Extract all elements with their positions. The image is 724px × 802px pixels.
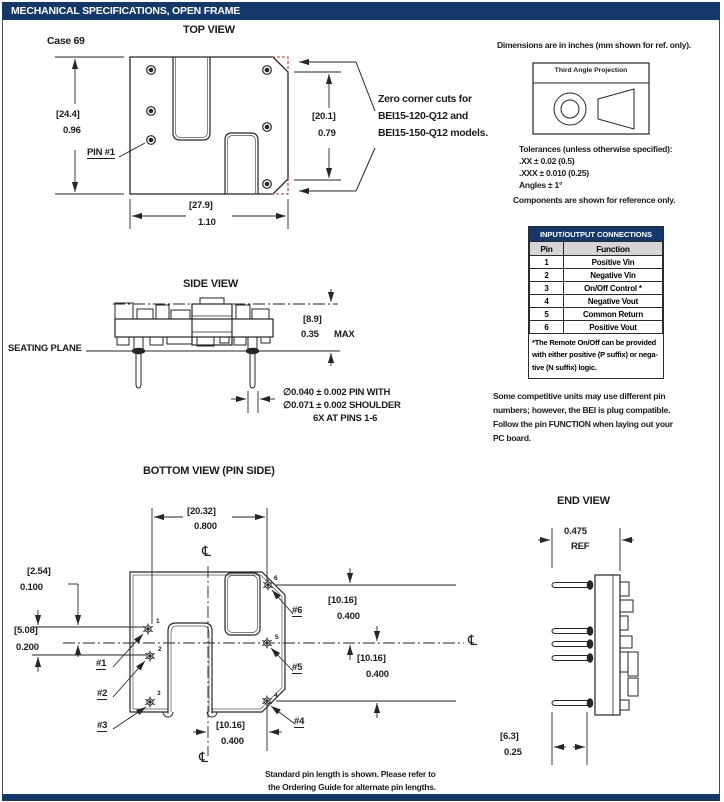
- dim-27-9-mm: [27.9]: [189, 200, 213, 211]
- dim-10-16-right1-mm: [10.16]: [328, 595, 357, 606]
- pin-marker-number-2: 2: [158, 646, 162, 653]
- pin-marker-number-1: 1: [156, 618, 160, 625]
- table-row: [530, 295, 663, 308]
- bottom-view-drawing: [32, 508, 464, 756]
- pin-leader-label-5: #5: [292, 662, 303, 673]
- footnote-line: with either positive (P suffix) or nega-: [532, 350, 658, 360]
- pin-marker-number-6: 6: [274, 575, 278, 582]
- table-row: [530, 308, 663, 321]
- corner-cut-callout-lines: [299, 62, 375, 191]
- tolerances-line2: .XX ± 0.02 (0.5): [519, 156, 575, 166]
- corner-note-line1: Zero corner cuts for: [378, 93, 472, 105]
- dim-1-10-in: 1.10: [198, 217, 216, 228]
- io-connections-table: [528, 226, 664, 379]
- io-header-function: Function: [564, 242, 663, 256]
- bottom-view-dimension-lines: [32, 508, 456, 751]
- pin-function-cell: Positive Vout: [564, 321, 663, 334]
- corner-note-line2: BEI15-120-Q12 and: [378, 110, 469, 122]
- bottom-view-title: BOTTOM VIEW (PIN SIDE): [143, 465, 275, 477]
- dim-0-800-in: 0.800: [194, 521, 217, 532]
- pin-leader-label-1: #1: [96, 658, 107, 669]
- pin-marker-number-4: 4: [274, 692, 278, 699]
- section-banner-title: MECHANICAL SPECIFICATIONS, OPEN FRAME: [11, 5, 241, 17]
- dim-0-400-right2-in: 0.400: [366, 669, 389, 680]
- compatibility-note-line3: Follow the pin FUNCTION when laying out your: [493, 419, 673, 429]
- dim-8-9-mm: [8.9]: [303, 314, 322, 325]
- dim-0-100-in: 0.100: [20, 582, 43, 593]
- centerline-symbol-bottom: ℄: [199, 750, 208, 766]
- end-view-title: END VIEW: [557, 495, 610, 507]
- table-row: [530, 256, 663, 269]
- components-note: Components are shown for reference only.: [513, 195, 676, 205]
- pin-function-cell: On/Off Control *: [564, 282, 663, 295]
- end-view-drawing: [538, 528, 638, 765]
- dim-ref-suffix: REF: [571, 541, 590, 552]
- table-row: [530, 282, 663, 295]
- dim-0-35-in: 0.35: [301, 329, 319, 340]
- pin-function-cell: Common Return: [564, 308, 663, 321]
- pin1-label: PIN #1: [87, 147, 115, 158]
- tolerances-line4: Angles ± 1°: [519, 180, 563, 190]
- corner-note-line3: BEI15-150-Q12 models.: [378, 127, 488, 139]
- dim-6-3-mm: [6.3]: [500, 731, 519, 742]
- pin-marker-number-5: 5: [275, 634, 279, 641]
- pin-function-cell: Negative Vout: [564, 295, 663, 308]
- footnote-line: *The Remote On/Off can be provided: [532, 338, 657, 347]
- dimensions-note: Dimensions are in inches (mm shown for ref. only).: [497, 40, 691, 50]
- seating-plane-label: SEATING PLANE: [8, 343, 82, 354]
- pin-number-cell: 4: [530, 295, 564, 308]
- compatibility-note-line4: PC board.: [493, 433, 531, 443]
- dim-2-54-mm: [2.54]: [27, 566, 51, 577]
- dim-20-32-mm: [20.32]: [187, 506, 216, 517]
- dim-20-1-mm: [20.1]: [312, 111, 336, 122]
- zero-corner-bottom-right: [272, 178, 288, 194]
- dim-max-suffix: MAX: [334, 329, 355, 340]
- dim-10-16-right2-mm: [10.16]: [357, 653, 386, 664]
- pin-leader-label-6: #6: [292, 605, 303, 616]
- pin-number-cell: 2: [530, 269, 564, 282]
- pin-function-cell: Negative Vin: [564, 269, 663, 282]
- pin-note-line2: ∅0.071 ± 0.002 SHOULDER: [283, 400, 401, 411]
- pin-holes: [147, 66, 272, 189]
- compatibility-note-line1: Some competitive units may use different pin: [493, 391, 666, 401]
- pin-number-cell: 1: [530, 256, 564, 269]
- dim-0-400-right1-in: 0.400: [337, 611, 360, 622]
- io-table-footnote: [529, 334, 663, 378]
- dim-0-96-in: 0.96: [63, 125, 81, 136]
- dim-24-4-mm: [24.4]: [56, 109, 80, 120]
- side-view-title: SIDE VIEW: [183, 278, 239, 290]
- dim-0-200-in: 0.200: [16, 642, 39, 653]
- dim-0-475-in: 0.475: [564, 526, 587, 537]
- top-view-drawing: [55, 57, 375, 229]
- dim-10-16-bottom-mm: [10.16]: [216, 720, 245, 731]
- compatibility-note-line2: numbers; however, the BEI is plug compatible.: [493, 405, 671, 415]
- io-table-title: INPUT/OUTPUT CONNECTIONS: [529, 227, 663, 241]
- pin-number-cell: 6: [530, 321, 564, 334]
- pin-leader-label-2: #2: [97, 688, 108, 699]
- table-row: [530, 321, 663, 334]
- centerline-symbol-right: ℄: [468, 633, 477, 649]
- dim-0-79-in: 0.79: [318, 128, 336, 139]
- zero-corner-top-right: [272, 57, 288, 73]
- projection-box-title: Third Angle Projection: [554, 67, 628, 74]
- top-view-title: TOP VIEW: [183, 24, 235, 36]
- footer-bar: [2, 794, 720, 801]
- tolerances-line3: .XXX ± 0.010 (0.25): [519, 168, 589, 178]
- dim-5-08-mm: [5.08]: [14, 625, 38, 636]
- pin-note-line3: 6X AT PINS 1-6: [313, 413, 378, 424]
- dim-0-400-bottom-in: 0.400: [221, 736, 244, 747]
- pin-marker-number-3: 3: [157, 690, 161, 697]
- pin-number-cell: 3: [530, 282, 564, 295]
- pin-leader-label-4: #4: [294, 716, 305, 727]
- pin-length-note-line1: Standard pin length is shown. Please refer to: [265, 769, 436, 779]
- io-table-header-row: [530, 242, 663, 256]
- footnote-line: tive (N suffix) logic.: [532, 362, 597, 372]
- end-view-pins: [552, 581, 593, 707]
- case-label: Case 69: [47, 35, 85, 47]
- centerline-symbol-top: ℄: [202, 544, 211, 560]
- pin-leader-label-3: #3: [97, 720, 108, 731]
- pin-function-cell: Positive Vin: [564, 256, 663, 269]
- table-row: [530, 269, 663, 282]
- pin-note-line1: ∅0.040 ± 0.002 PIN WITH: [283, 387, 391, 398]
- pin-number-cell: 5: [530, 308, 564, 321]
- io-header-pin: Pin: [530, 242, 564, 256]
- tolerances-line1: Tolerances (unless otherwise specified):: [519, 144, 673, 154]
- dim-0-25-in: 0.25: [504, 747, 522, 758]
- pin-length-note-line2: the Ordering Guide for alternate pin lengths.: [268, 782, 436, 792]
